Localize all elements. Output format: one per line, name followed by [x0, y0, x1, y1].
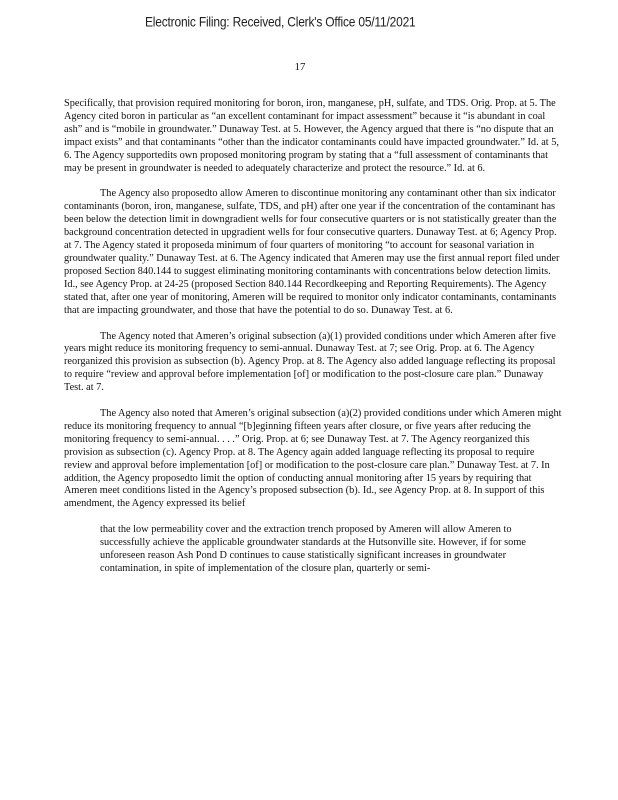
- paragraph: The Agency also noted that Ameren’s original subsection (a)(2) provided conditions under which Ameren might reduce its monitoring frequency to annual “[b]eginning fifteen years after closure, or five years after reducing the monitoring frequency to semi-annual. . . .” Orig. Prop. at 6; see Dunaway Test. at 7. The Agency reorganized this provision as subsection (c). Agency Prop. at 8. The Agency again added language reflecting its proposal to require review and approval before implementation [of] or modification to the post-closure care plan.” Dunaway Test. at 7. In addition, the Agency proposedto limit the option of conducting annual monitoring after 15 years by requiring that Ameren meet conditions listed in the Agency’s proposed subsection (b). Id., see Agency Prop. at 8. In support of this amendment, the Agency expressed its belief: [64, 408, 562, 510]
- block-quote: that the low permeability cover and the extraction trench proposed by Ameren will allow Ameren to successfully achieve the applicable groundwater standards at the Hutsonville site. However, if for some unforeseen reason Ash Pond D continues to cause statistically significant increases in groundwater contamination, in spite of implementation of the closure plan, quarterly or semi-: [100, 524, 526, 574]
- document-body: [64, 98, 564, 589]
- paragraph: The Agency also proposedto allow Ameren to discontinue monitoring any contaminant other than six indicator contaminants (boron, iron, manganese, sulfate, TDS, and pH) after one year if the concentration of the contaminant has been below the detection limit in downgradient wells for four consecutive quarters or is not statistically greater than the background concentration detected in upgradient wells for four consecutive quarters. Dunaway Test. at 6; Agency Prop. at 7. The Agency stated it proposeda minimum of four quarters of monitoring “to account for seasonal variation in groundwater quality.” Dunaway Test. at 6. The Agency indicated that Ameren may use the first annual report filed under proposed Section 840.144 to suggest eliminating monitoring contaminants with concentrations below detection limits. Id., see Agency Prop. at 24-25 (proposed Section 840.144 Recordkeeping and Reporting Requirements). The Agency stated that, after one year of monitoring, Ameren will be required to monitor only indicator contaminants, contaminants that are impacting groundwater, and those that have the potential to do so. Dunaway Test. at 6.: [64, 188, 560, 316]
- page-number: 17: [294, 61, 306, 73]
- filing-stamp: Electronic Filing: Received, Clerk's Office 05/11/2021: [145, 14, 416, 31]
- paragraph-continuation: Specifically, that provision required monitoring for boron, iron, manganese, pH, sulfate, and TDS. Orig. Prop. at 5. The Agency cited boron in particular as “an excellent contaminant for impact assessment” because it “is abundant in coal ash” and is “mobile in groundwater.” Dunaway Test. at 5. However, the Agency argued that there is “no dispute that an impact exists” and that contaminants “other than the indicator contaminants could have impacted groundwater.” Id. at 5, 6. The Agency supportedits own proposed monitoring program by stating that a “full assessment of contaminants that may be present in groundwater is needed to adequately characterize and protect the resource.” Id. at 6.: [64, 98, 559, 174]
- paragraph: The Agency noted that Ameren’s original subsection (a)(1) provided conditions under which Ameren after five years might reduce its monitoring frequency to semi-annual. Dunaway Test. at 7; see Orig. Prop. at 6. The Agency reorganized this provision as subsection (b). Agency Prop. at 8. The Agency also added language reflecting its proposal to require “review and approval before implementation [of] or modification to the post-closure care plan.” Dunaway Test. at 7.: [64, 330, 556, 394]
